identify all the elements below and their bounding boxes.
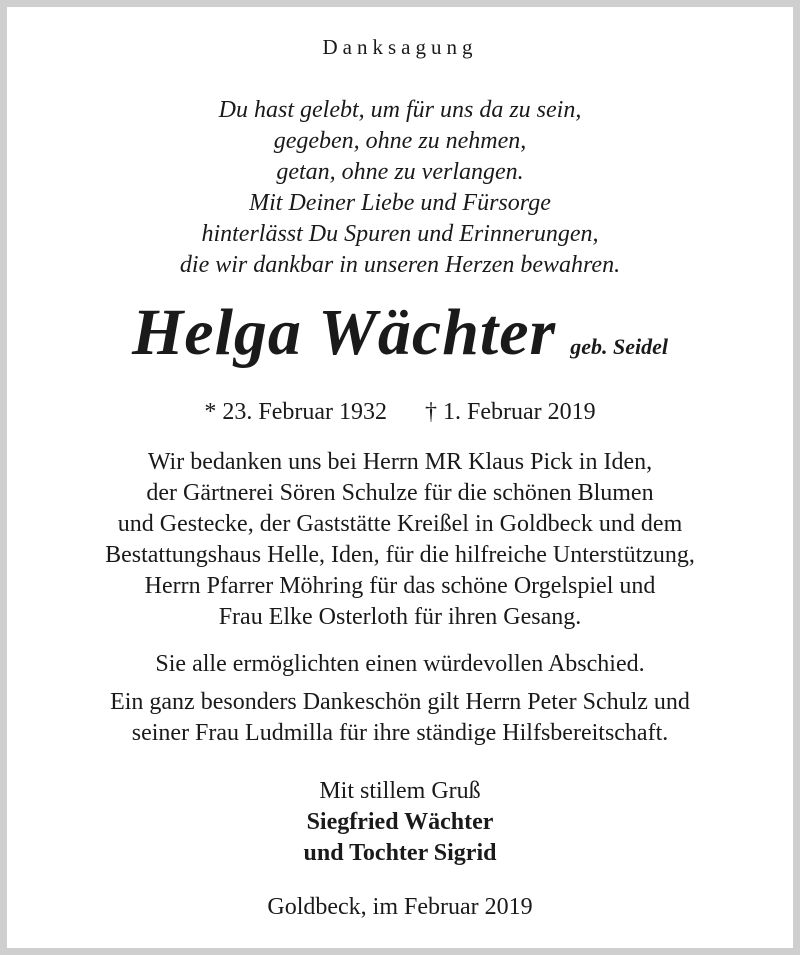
poem-line: die wir dankbar in unseren Herzen bewahren. [179,252,621,278]
special-thanks-paragraph [7,687,793,749]
farewell-line: Sie alle ermöglichten einen würdevollen Abschied. [155,651,645,677]
deceased-name-row [7,295,793,371]
special-thanks-line: seiner Frau Ludmilla für ihre ständige Hilfsbereitschaft. [131,720,669,746]
closing-greeting: Mit stillem Gruß [319,778,481,804]
thanks-line: der Gärtnerei Sören Schulze für die schönen Blumen [146,480,654,506]
maiden-name: geb. Seidel [570,334,669,359]
closing-block [7,776,793,869]
thanks-line: Wir bedanken uns bei Herrn MR Klaus Pick in Iden, [147,449,653,475]
poem-line: getan, ohne zu verlangen. [276,159,524,185]
birth-date: * 23. Februar 1932 [204,399,387,425]
thanks-line: Herrn Pfarrer Möhring für das schöne Orgelspiel und [144,573,656,599]
deceased-name: Helga Wächter [131,296,557,369]
place-and-date: Goldbeck, im Februar 2019 [267,894,533,920]
thanks-line: Frau Elke Osterloth für ihren Gesang. [218,604,582,630]
poem-line: Mit Deiner Liebe und Fürsorge [249,190,551,216]
death-date: † 1. Februar 2019 [425,399,596,425]
thanks-line: und Gestecke, der Gaststätte Kreißel in Goldbeck und dem [117,511,683,537]
signer-name: Siegfried Wächter [306,809,494,835]
thanks-line: Bestattungshaus Helle, Iden, für die hilfreiche Unterstützung, [105,542,695,568]
poem-line: Du hast gelebt, um für uns da zu sein, [218,97,582,123]
thanks-paragraph [7,447,793,633]
special-thanks-line: Ein ganz besonders Dankeschön gilt Herrn Peter Schulz und [110,689,690,715]
poem-line: gegeben, ohne zu nehmen, [273,128,527,154]
life-dates [7,399,793,426]
memorial-poem [7,95,793,281]
poem-line: hinterlässt Du Spuren und Erinnerungen, [201,221,599,247]
notice-heading: Danksagung [322,35,478,59]
signer-name: und Tochter Sigrid [303,840,497,866]
